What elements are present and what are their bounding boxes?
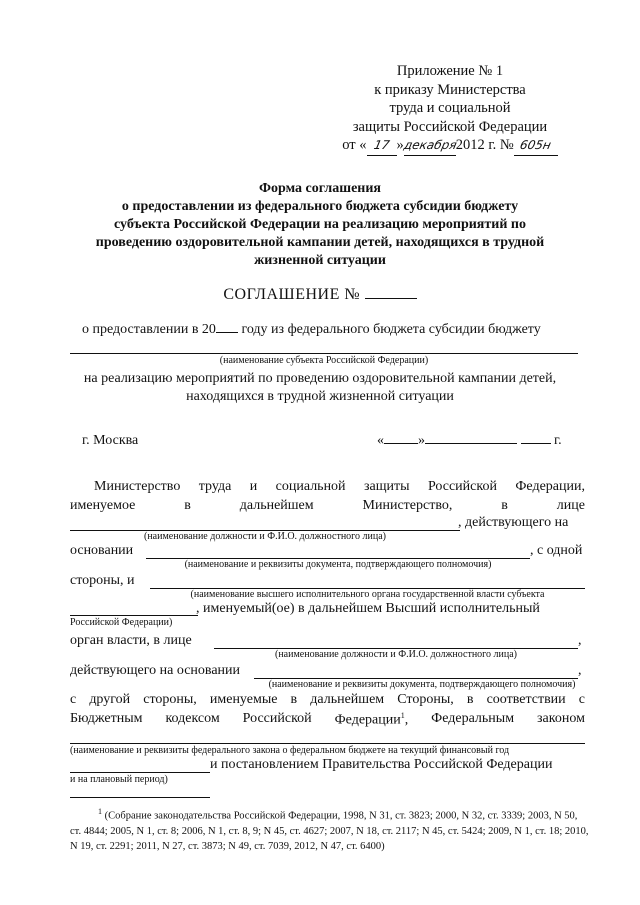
agreement-heading: СОГЛАШЕНИЕ № — [60, 286, 580, 304]
caption-position: (наименование должности и Ф.И.О. должностного лица) — [143, 531, 386, 542]
year-blank — [216, 332, 238, 333]
resolution-text: и постановлением Правительства Российской Федерации — [210, 757, 553, 772]
caption-authority-cont: Российской Федерации) — [70, 617, 173, 628]
document-title — [60, 180, 580, 270]
date-day: 17 — [372, 138, 391, 152]
paragraph-line-10: Бюджетным кодексом Российской Федерации$^1$, Федеральным законом — [70, 711, 585, 728]
date-fields: « » г. — [377, 433, 562, 448]
caption-law-cont: и на плановый период) — [70, 774, 168, 785]
appendix-line: к приказу Министерства — [374, 81, 526, 98]
purpose-text: на реализацию мероприятий по проведению оздоровительной кампании детей, находящихся в трудной жизненной ситуации — [83, 371, 557, 404]
law-line — [70, 743, 585, 744]
order-date-line — [300, 136, 600, 156]
title-line: жизненной ситуации — [254, 253, 386, 268]
footnote-separator — [70, 797, 210, 798]
intro-line: о предоставлении в 20 году из федерального бюджета субсидии бюджету — [82, 322, 541, 337]
city: г. Москва — [82, 433, 139, 448]
agreement-number-blank — [365, 298, 417, 299]
title-line: проведению оздоровительной кампании детей, находящихся в трудной — [95, 235, 545, 250]
date-mid: » — [396, 137, 404, 153]
caption-document: (наименование и реквизиты документа, подтверждающего полномочия) — [184, 559, 492, 570]
sides-label: стороны, и — [70, 573, 135, 588]
caption-document-2: (наименование и реквизиты документа, подтверждающего полномочия) — [268, 679, 576, 690]
authority-line-cont — [70, 615, 198, 616]
date-year: 2012 г. № — [455, 137, 514, 153]
subject-line — [70, 353, 578, 354]
appendix-line: Приложение № 1 — [396, 63, 504, 79]
comma: , — [578, 633, 582, 648]
title-line: Форма соглашения — [259, 181, 381, 196]
basis-label: основании — [70, 543, 134, 558]
acting-text: , действующего на — [458, 515, 569, 530]
caption-position-2: (наименование должности и Ф.И.О. должностного лица) — [274, 649, 517, 660]
named-higher-text: , именуемый(ое) в дальнейшем Высший исполнительный — [196, 601, 540, 616]
authority-person-label: орган власти, в лице — [70, 633, 192, 648]
paragraph-line-1: Министерство труда и социальной защиты Российской Федерации, — [94, 479, 585, 494]
acting-basis-label: действующего на основании — [70, 663, 241, 678]
caption-authority: (наименование высшего исполнительного органа государственной власти субъекта — [190, 589, 545, 600]
order-number: 605н — [518, 138, 553, 152]
footnote-text: (Собрание законодательства Российской Федерации, 1998, N 31, ст. 3823; 2000, N 32, ст. 3339; 2003, N 50, ст. 4844; 2005, N 1, ст. 8; 2006, N 1, ст. 8, 9; N 45, ст. 4627; 2007, N 18, ст. 2117; N 45, ст. 5424; 2009, N 1, ст. 18; 2010, N 19, ст. 2291; 2011, N 27, ст. 3873; N 49, ст. 7039, 2012, N 47, ст. 6400) — [70, 810, 589, 852]
paragraph-line-2: именуемое в дальнейшем Министерство, в лице — [70, 498, 585, 513]
footnote — [70, 804, 590, 854]
caption-subject: (наименование субъекта Российской Федерации) — [219, 355, 429, 366]
appendix-header — [300, 62, 600, 156]
appendix-line: труда и социальной — [389, 100, 511, 116]
footnote-number: 1 — [98, 807, 102, 816]
footnote-mark: 1 — [400, 711, 405, 720]
title-line: субъекта Российской Федерации на реализацию мероприятий по — [114, 217, 526, 232]
title-line: о предоставлении из федерального бюджета субсидии бюджету — [121, 199, 519, 214]
comma: , — [578, 663, 582, 678]
law-line-cont — [70, 772, 210, 773]
appendix-line: защиты Российской Федерации — [352, 118, 548, 135]
date-month: декабря — [402, 138, 458, 152]
one-side-text: , с одной — [530, 543, 583, 558]
caption-law: (наименование и реквизиты федерального закона о федеральном бюджете на текущий финансовый год — [70, 745, 510, 756]
date-prefix: от « — [342, 137, 367, 153]
paragraph-line-9: с другой стороны, именуемые в дальнейшем Стороны, в соответствии с — [70, 692, 585, 707]
